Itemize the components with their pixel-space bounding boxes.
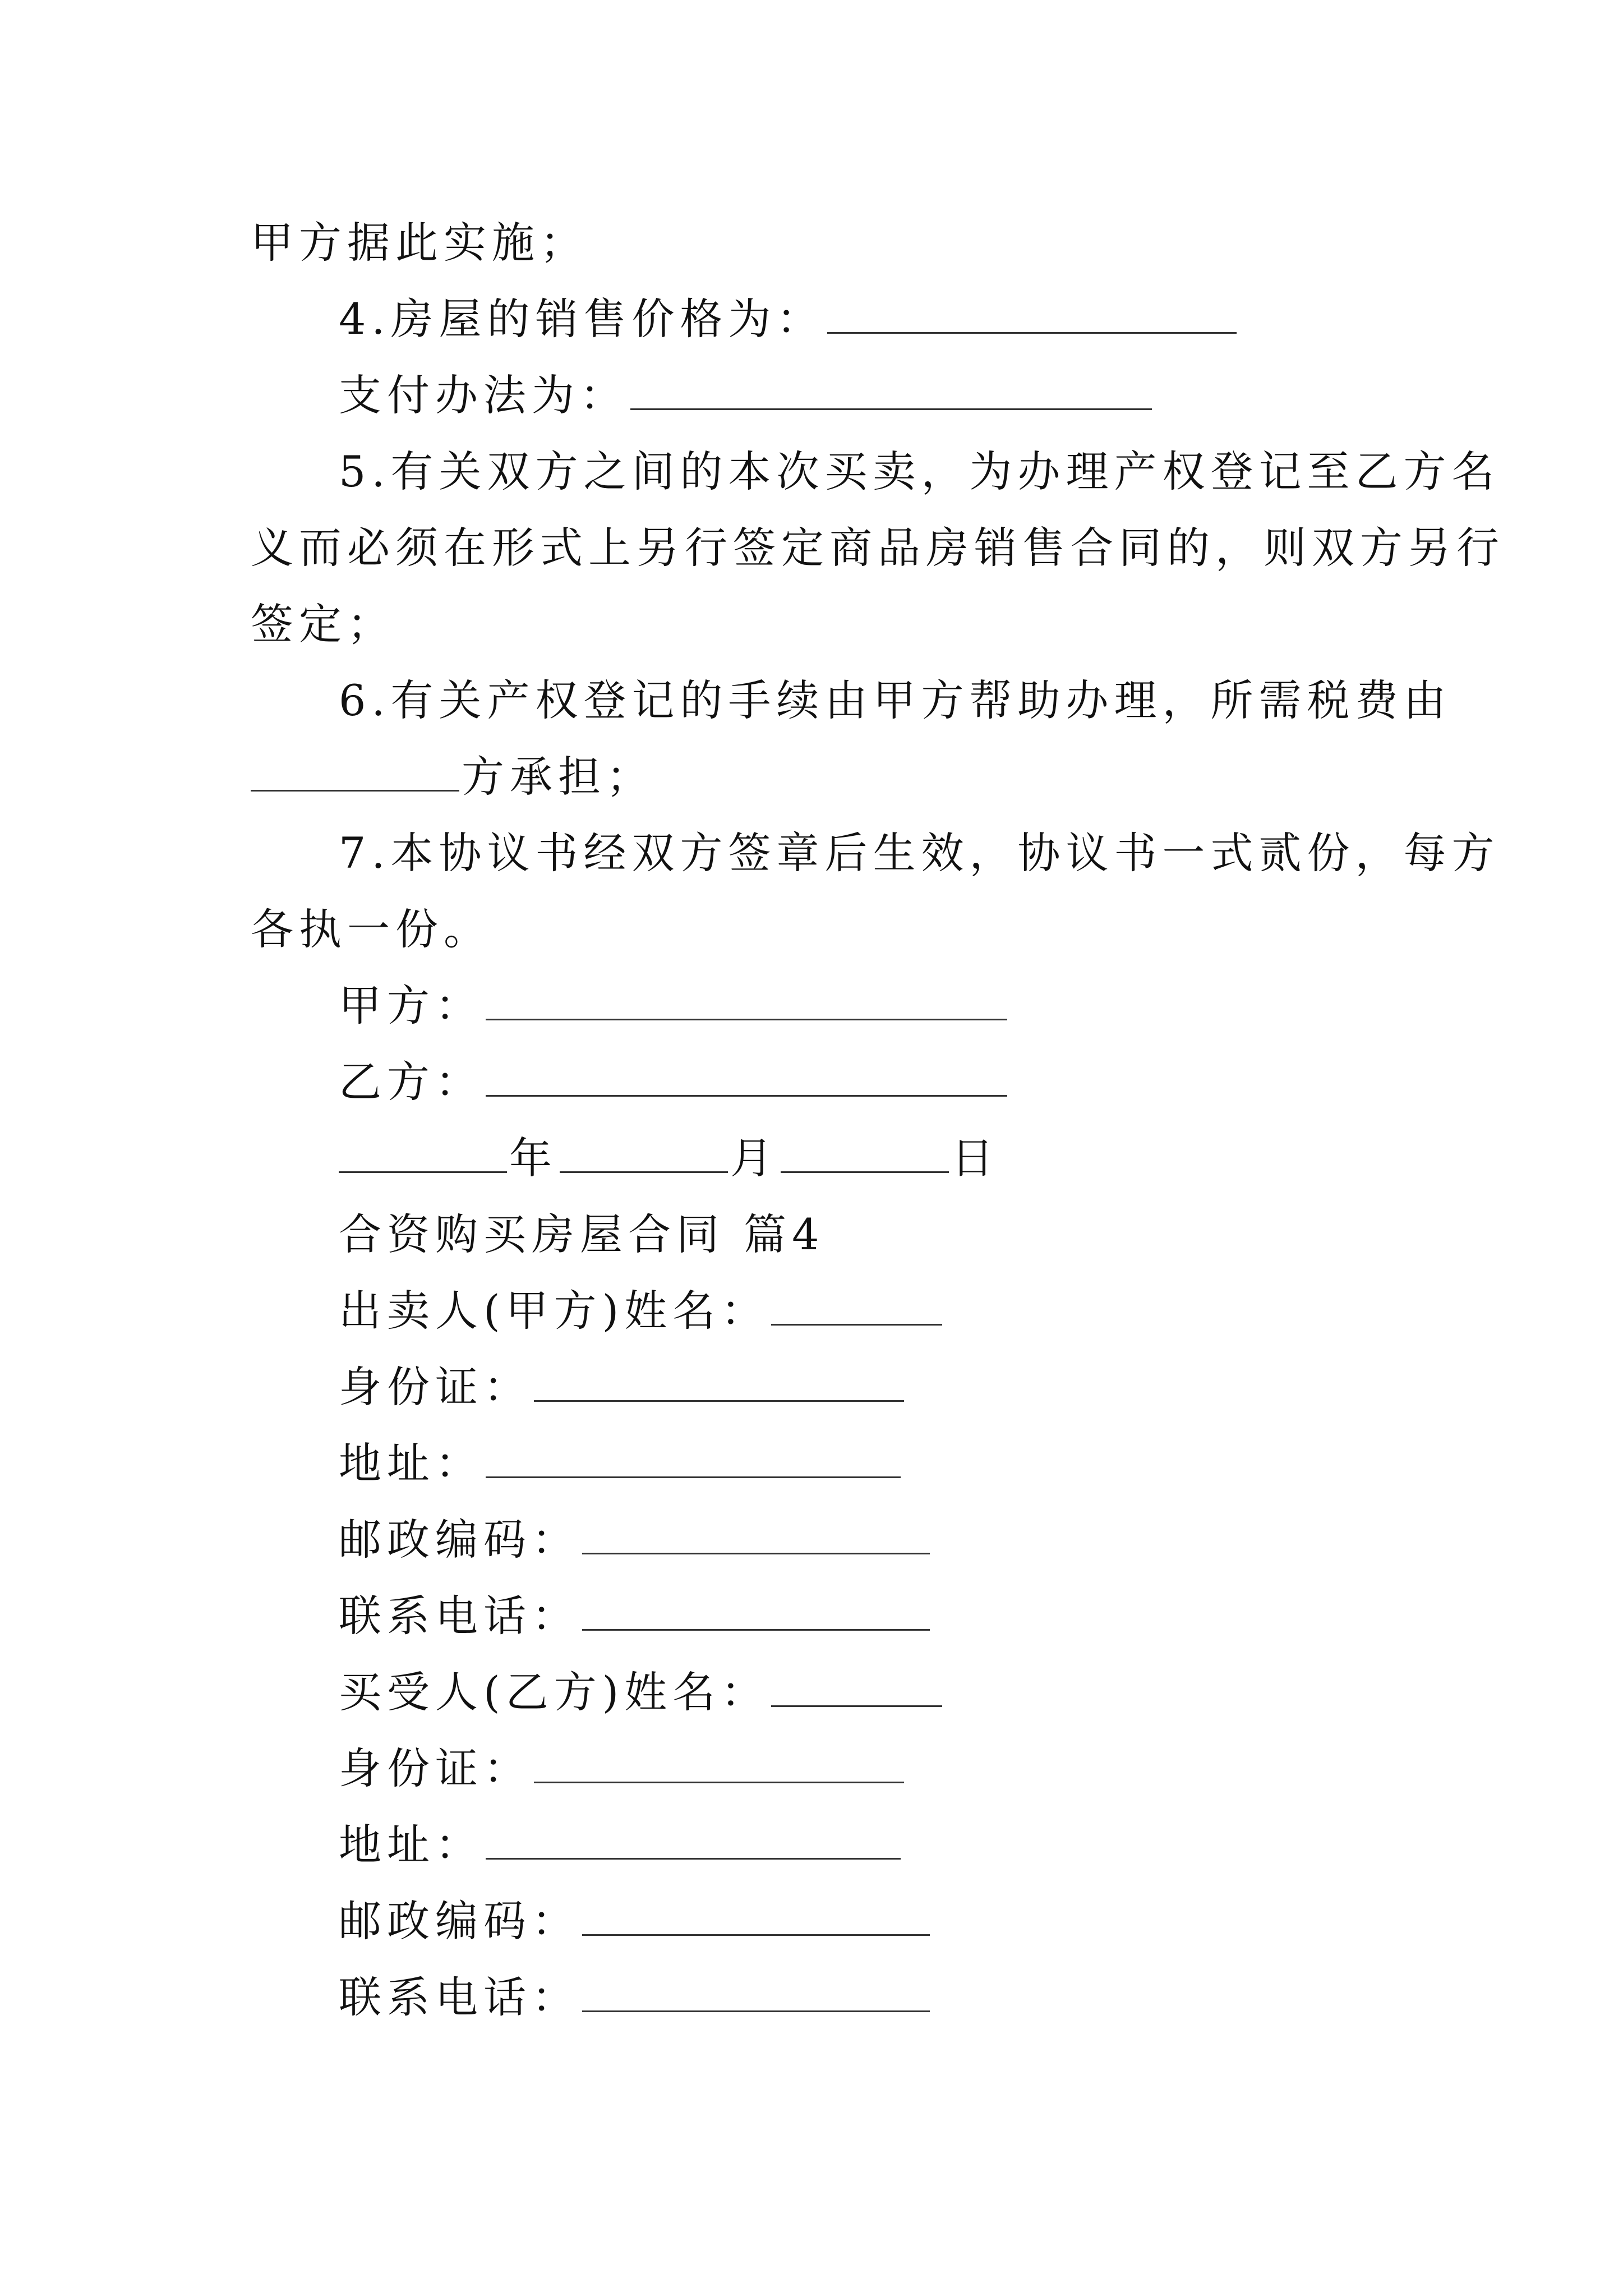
buyer-address-line	[339, 1817, 903, 1873]
buyer-name-label: 买受人(乙方)姓名：	[339, 1667, 769, 1717]
buyer-phone-line	[339, 1970, 932, 2026]
text: 义而必须在形式上另行签定商品房销售合同的，则双方另行	[251, 523, 1505, 573]
seller-id-blank[interactable]	[534, 1368, 904, 1402]
clause-6-line	[339, 673, 1452, 729]
price-line	[339, 291, 1239, 347]
seller-name-label: 出卖人(甲方)姓名：	[339, 1286, 769, 1336]
payment-line	[339, 367, 1154, 424]
payment-label: 支付办法为：	[339, 370, 628, 420]
party-a-blank[interactable]	[486, 986, 1007, 1020]
buyer-id-label: 身份证：	[339, 1743, 532, 1793]
seller-name-blank[interactable]	[771, 1291, 942, 1326]
paragraph-line	[251, 215, 588, 271]
month-label: 月	[730, 1133, 778, 1183]
clause-7-line	[251, 901, 492, 958]
seller-phone-label: 联系电话：	[339, 1591, 580, 1641]
party-b-blank[interactable]	[486, 1062, 1007, 1097]
party-b-line	[339, 1054, 1009, 1110]
buyer-id-line	[339, 1741, 906, 1797]
seller-zip-label: 邮政编码：	[339, 1515, 580, 1565]
buyer-phone-label: 联系电话：	[339, 1972, 580, 2022]
seller-address-label: 地址：	[339, 1438, 483, 1488]
year-label: 年	[509, 1133, 557, 1183]
buyer-id-blank[interactable]	[534, 1749, 904, 1783]
text: 5.有关双方之间的本次买卖，为办理产权登记至乙方名	[339, 447, 1500, 496]
seller-zip-blank[interactable]	[582, 1520, 930, 1554]
text: 6.有关产权登记的手续由甲方帮助办理，所需税费由	[339, 675, 1452, 725]
clause-7-line	[339, 825, 1500, 881]
seller-phone-blank[interactable]	[582, 1596, 930, 1631]
seller-name-line	[339, 1283, 944, 1339]
seller-phone-line	[339, 1588, 932, 1644]
seller-zip-line	[339, 1512, 932, 1568]
buyer-name-line	[339, 1664, 944, 1720]
party-b-label: 乙方：	[339, 1057, 483, 1107]
tax-party-blank[interactable]	[251, 757, 459, 792]
price-label: 4.房屋的销售价格为：	[339, 294, 825, 344]
clause-5-line	[339, 444, 1500, 500]
buyer-zip-blank[interactable]	[582, 1902, 930, 1936]
seller-address-blank[interactable]	[486, 1444, 901, 1478]
text: 7.本协议书经双方签章后生效，协议书一式贰份，每方	[339, 828, 1500, 878]
text: 签定；	[251, 599, 395, 649]
month-blank[interactable]	[560, 1139, 728, 1173]
text: 甲方据此实施；	[251, 218, 588, 268]
buyer-zip-line	[339, 1893, 932, 1949]
clause-6-line	[251, 749, 654, 805]
buyer-name-blank[interactable]	[771, 1673, 942, 1707]
section-heading	[339, 1207, 825, 1263]
day-label: 日	[951, 1133, 999, 1183]
buyer-zip-label: 邮政编码：	[339, 1896, 580, 1946]
text: 方承担；	[462, 752, 654, 802]
buyer-address-label: 地址：	[339, 1820, 483, 1870]
heading-text: 合资购买房屋合同 篇4	[339, 1209, 825, 1259]
year-blank[interactable]	[339, 1139, 507, 1173]
clause-5-line	[251, 520, 1505, 576]
day-blank[interactable]	[781, 1139, 949, 1173]
seller-id-line	[339, 1359, 906, 1415]
buyer-phone-blank[interactable]	[582, 1978, 930, 2012]
party-a-line	[339, 978, 1009, 1034]
seller-id-label: 身份证：	[339, 1362, 532, 1412]
seller-address-line	[339, 1435, 903, 1492]
buyer-address-blank[interactable]	[486, 1825, 901, 1860]
payment-blank[interactable]	[630, 376, 1152, 410]
party-a-label: 甲方：	[339, 981, 483, 1030]
text: 各执一份。	[251, 904, 492, 954]
clause-5-line	[251, 596, 395, 652]
price-blank[interactable]	[827, 300, 1237, 334]
date-line	[339, 1130, 999, 1186]
